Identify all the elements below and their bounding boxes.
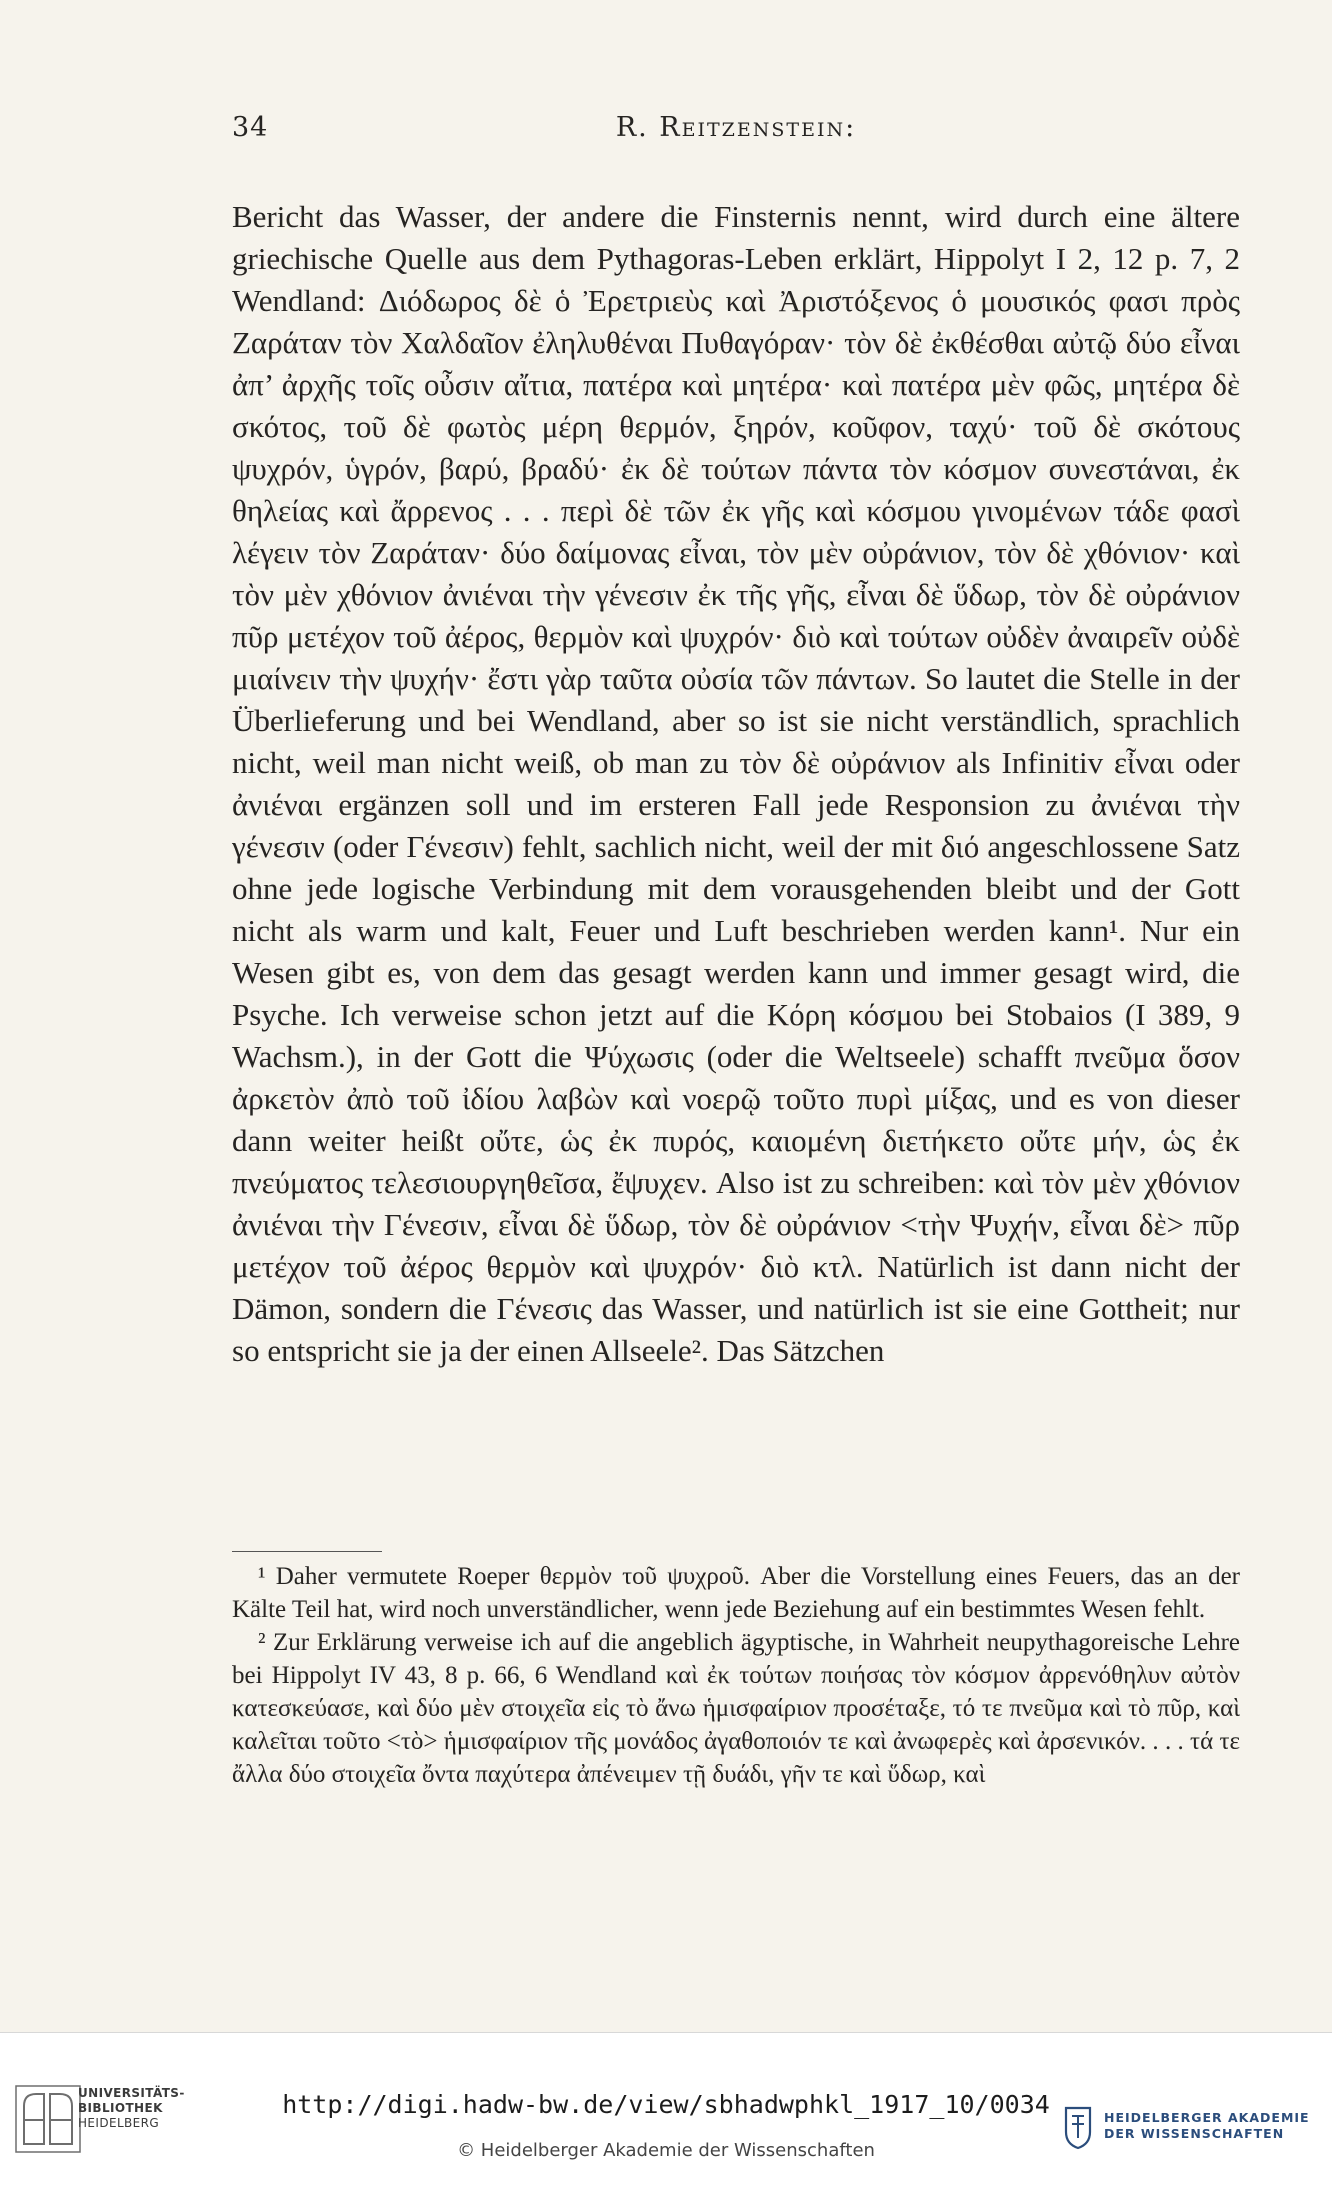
footnote-1: ¹ Daher vermutete Roeper θερμὸν τοῦ ψυχροῦ. Aber die Vorstellung eines Feuers, das an der Kälte Teil hat, wird noch unverständlicher, wenn jede Beziehung auf ein bestimmtes Wesen fehlt. (232, 1563, 1240, 1623)
academy-logo-icon (1062, 2102, 1094, 2150)
copyright-notice: © Heidelberger Akademie der Wissenschaften (457, 2140, 875, 2161)
academy-name: HEIDELBERGER AKADEMIE DER WISSENSCHAFTEN (1104, 2110, 1310, 2141)
permalink-url[interactable]: http://digi.hadw-bw.de/view/sbhadwphkl_1917_10/0034 (282, 2090, 1050, 2119)
footnote-2: ² Zur Erklärung verweise ich auf die angeblich ägyptische, in Wahrheit neupythagoreische Lehre bei Hippolyt IV 43, 8 p. 66, 6 Wendland καὶ ἐκ τούτων ποιήσας τὸν κόσμον ἀρρενόθηλυν αὐτὸν κατεσκεύασε, καὶ δύο μὲν στοιχεῖα εἰς τὸ ἄνω ἡμισφαίριον προσέταξε, τό τε πνεῦμα καὶ τὸ πῦρ, καὶ καλεῖται τοῦτο <τὸ> ἡμισφαίριον τῆς μονάδος ἀγαθοποιόν τε καὶ ἀνωφερὲς καὶ ἀρσενικόν. . . . τά τε ἄλλα δύο στοιχεῖα ὄντα παχύτερα ἀπένειμεν τῇ δυάδι, γῆν τε καὶ ὕδωρ, καὶ (232, 1629, 1240, 1788)
footnotes (232, 1560, 1240, 1791)
running-header (232, 112, 1240, 152)
footnote-separator (232, 1551, 382, 1552)
page-number: 34 (232, 112, 269, 143)
university-library-name: UNIVERSITÄTS- BIBLIOTHEK HEIDELBERG (78, 2086, 185, 2130)
main-text (232, 196, 1240, 1372)
running-title: R. Reitzenstein: (615, 112, 857, 143)
body-paragraph: Bericht das Wasser, der andere die Finsternis nennt, wird durch eine ältere griechische Quelle aus dem Pythagoras-Leben erklärt, Hippolyt I 2, 12 p. 7, 2 Wendland: Διόδωρος δὲ ὁ Ἐρετριεὺς καὶ Ἀριστόξενος ὁ μουσικός φασι πρὸς Ζαράταν τὸν Χαλδαῖον ἐληλυθέναι Πυθαγόραν· τὸν δὲ ἐκθέσθαι αὐτῷ δύο εἶναι ἀπ’ ἀρχῆς τοῖς οὖσιν αἴτια, πατέρα καὶ μητέρα· καὶ πατέρα μὲν φῶς, μητέρα δὲ σκότος, τοῦ δὲ φωτὸς μέρη θερμόν, ξηρόν, κοῦφον, ταχύ· τοῦ δὲ σκότους ψυχρόν, ὑγρόν, βαρύ, βραδύ· ἐκ δὲ τούτων πάντα τὸν κόσμον συνεστάναι, ἐκ θηλείας καὶ ἄρρενος . . . περὶ δὲ τῶν ἐκ γῆς καὶ κόσμου γινομένων τάδε φασὶ λέγειν τὸν Ζαράταν· δύο δαίμονας εἶναι, τὸν μὲν οὐράνιον, τὸν δὲ χθόνιον· καὶ τὸν μὲν χθόνιον ἀνιέναι τὴν γένεσιν ἐκ τῆς γῆς, εἶναι δὲ ὕδωρ, τὸν δὲ οὐράνιον πῦρ μετέχον τοῦ ἀέρος, θερμὸν καὶ ψυχρόν· διὸ καὶ τούτων οὐδὲν ἀναιρεῖν οὐδὲ μιαίνειν τὴν ψυχήν· ἔστι γὰρ ταῦτα οὐσία τῶν πάντων. So lautet die Stelle in der Überlieferung und bei Wendland, aber so ist sie nicht verständlich, sprachlich nicht, weil man nicht weiß, ob man zu τὸν δὲ οὐράνιον als Infinitiv εἶναι oder ἀνιέναι ergänzen soll und im ersteren Fall jede Responsion zu ἀνιέναι τὴν γένεσιν (oder Γένεσιν) fehlt, sachlich nicht, weil der mit διό angeschlossene Satz ohne jede logische Verbindung mit dem vorausgehenden bleibt und der Gott nicht als warm und kalt, Feuer und Luft beschrieben werden kann¹. Nur ein Wesen gibt es, von dem das gesagt werden kann und immer gesagt wird, die Psyche. Ich verweise schon jetzt auf die Κόρη κόσμου bei Stobaios (I 389, 9 Wachsm.), in der Gott die Ψύχωσις (oder die Weltseele) schafft πνεῦμα ὅσον ἀρκετὸν ἀπὸ τοῦ ἰδίου λαβὼν καὶ νοερῷ τοῦτο πυρὶ μίξας, und es von dieser dann weiter heißt οὔτε, ὡς ἐκ πυρός, καιομένη διετήκετο οὔτε μήν, ὡς ἐκ πνεύματος τελεσιουργηθεῖσα, ἔψυχεν. Also ist zu schreiben: καὶ τὸν μὲν χθόνιον ἀνιέναι τὴν Γένεσιν, εἶναι δὲ ὕδωρ, τὸν δὲ οὐράνιον <τὴν Ψυχήν, εἶναι δὲ> πῦρ μετέχον τοῦ ἀέρος θερμὸν καὶ ψυχρόν· διὸ κτλ. Natürlich ist dann nicht der Dämon, sondern die Γένεσις das Wasser, und natürlich ist sie eine Gottheit; nur so entspricht sie ja der einen Allseele². Das Sätzchen (232, 199, 1240, 1368)
